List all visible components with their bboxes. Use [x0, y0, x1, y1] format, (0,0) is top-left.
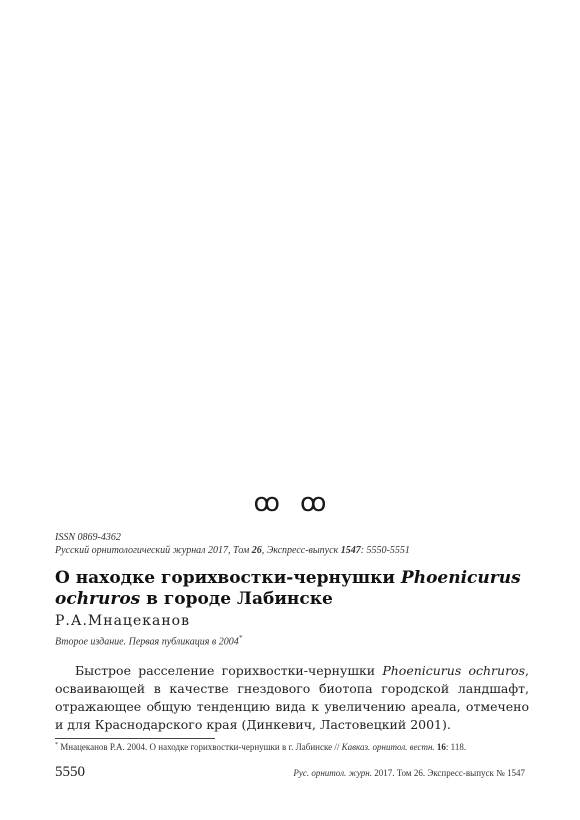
issn: ISSN 0869-4362 [55, 532, 121, 543]
running-footer: Рус. орнитол. журн. 2017. Том 26. Экспресс-выпуск № 1547 [293, 768, 525, 778]
footnote-marker: * [238, 634, 243, 642]
ornament-left-icon: ꝏ [253, 488, 284, 518]
edition-note: Второе издание. Первая публикация в 2004* [55, 634, 243, 648]
article-title: О находке горихвостки-чернушки Phoenicurus ochruros в городе Лабинске [55, 568, 521, 609]
footnote: * Мнацеканов Р.А. 2004. О находке горихвостки-чернушки в г. Лабинске // Кавказ. орнитол. вестн. 16: 118. [55, 742, 467, 752]
footnote-rule [55, 738, 215, 739]
ornament-divider [0, 488, 580, 518]
author: Р.А.Мнацеканов [55, 613, 190, 629]
ornament-right-icon: ꝏ [296, 488, 327, 518]
page-number: 5550 [55, 764, 85, 780]
body-paragraph: Быстрое расселение горихвостки-чернушки Phoenicurus ochruros, осваивающей в качестве гнездового биотопа городской ландшафт, отражающее общую тенденцию вида к увеличению ареала, отмечено и для Краснодарского края (Динкевич, Ластовецкий 2001). [55, 663, 529, 732]
journal-citation: Русский орнитологический журнал 2017, Том 26, Экспресс-выпуск 1547: 5550-5551 [55, 545, 410, 556]
